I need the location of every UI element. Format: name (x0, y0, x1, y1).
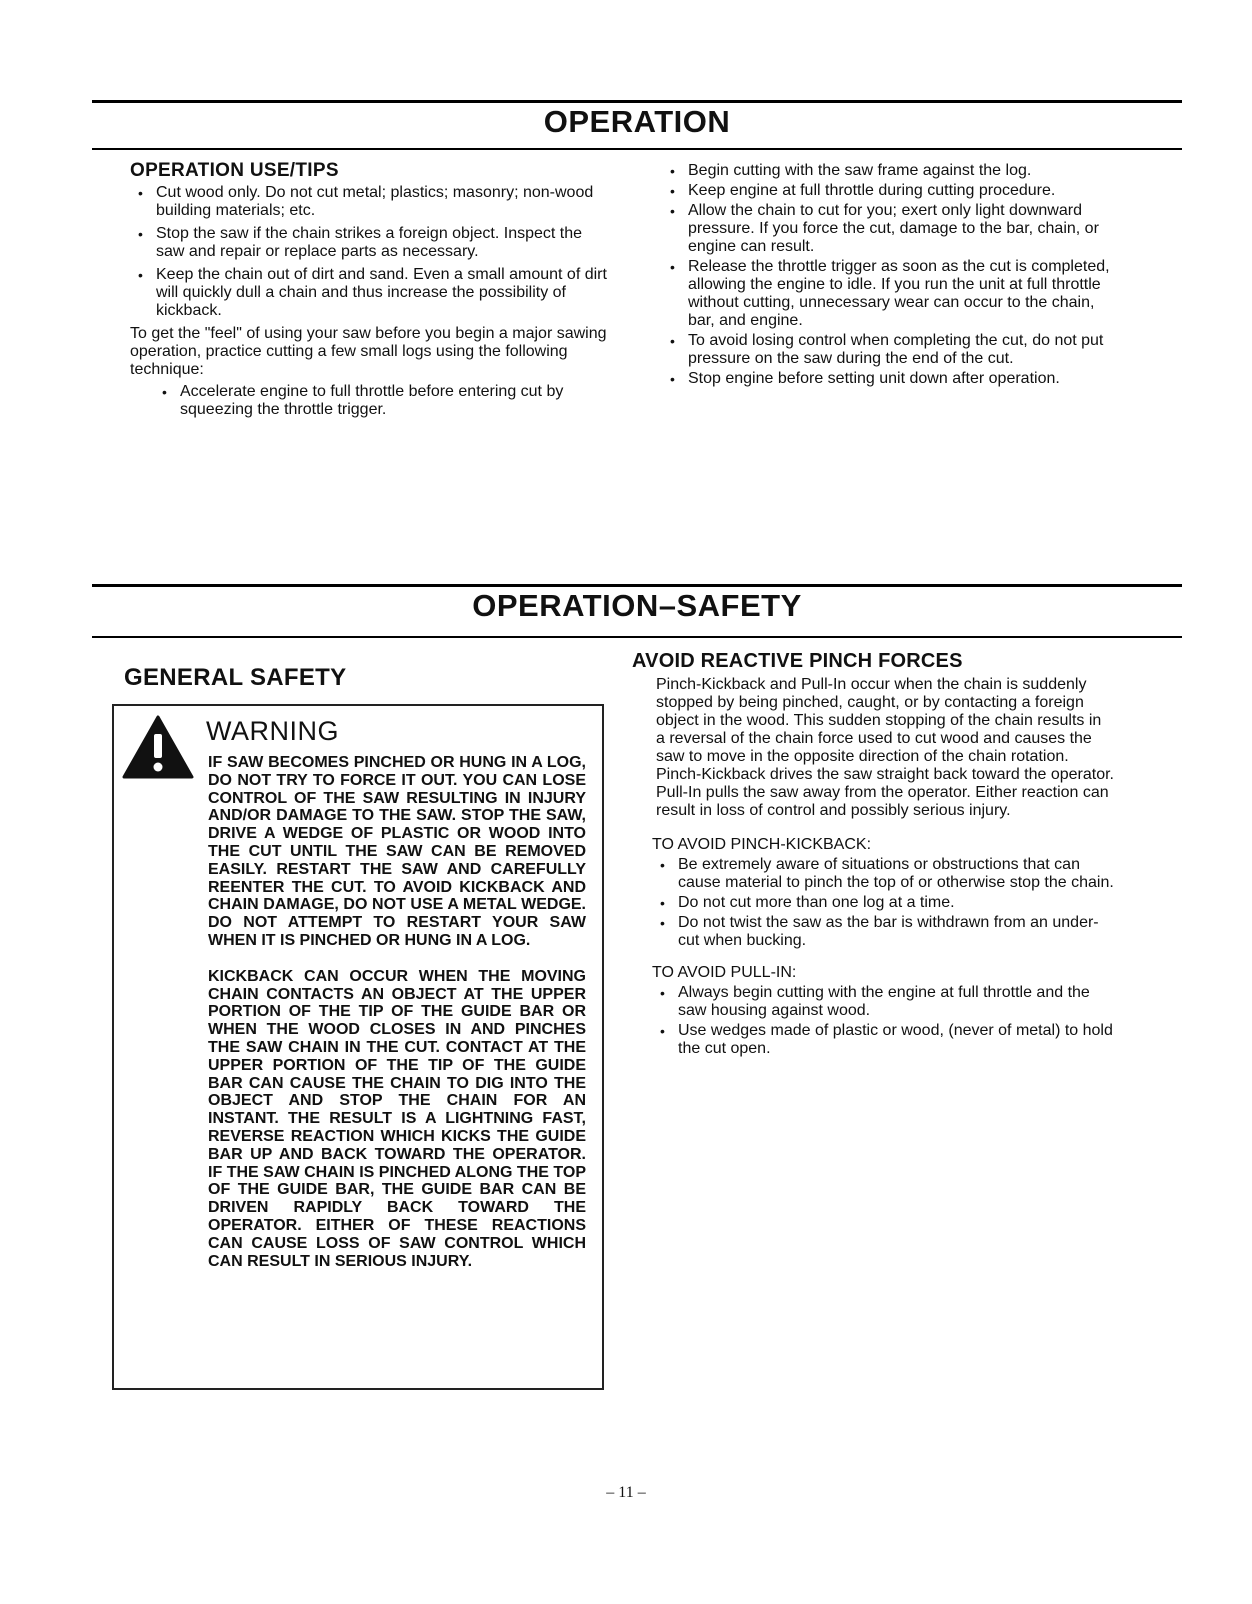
kickback-list (652, 856, 1114, 950)
warning-text (208, 754, 586, 1288)
kickback-subheading: TO AVOID PINCH-KICKBACK: (652, 836, 872, 853)
general-safety-heading: GENERAL SAFETY (124, 664, 347, 691)
list-item: • Release the throttle trigger as soon as the cut is completed, allowing the engine to idle. If you run the unit at full throttle without cutting, unnecessary wear can occur to the chain, bar, and engine. (662, 258, 1122, 330)
pinch-forces-heading: AVOID REACTIVE PINCH FORCES (632, 650, 963, 672)
list-item: • Use wedges made of plastic or wood, (never of metal) to hold the cut open. (652, 1022, 1114, 1058)
list-item: • Stop the saw if the chain strikes a foreign object. Inspect the saw and repair or replace parts as necessary. (130, 225, 612, 261)
page-number: – 11 – (606, 1484, 646, 1501)
pinch-forces-body: Pinch-Kickback and Pull-In occur when the chain is suddenly stopped by being pinched, caught, or by contacting a foreign object in the wood. This sudden stopping of the chain results in a reversal of the chain force used to cut wood and causes the saw to move in the opposite direction of the chain rotation. Pinch-Kickback drives the saw straight back toward the operator. Pull-In pulls the saw away from the operator. Either reaction can result in loss of control and possibly serious injury. (656, 676, 1114, 819)
operation-intro: To get the "feel" of using your saw before you begin a major sawing operation, practice cutting a few small logs using the following technique: (130, 325, 607, 378)
safety-title: OPERATION–SAFETY (472, 588, 802, 623)
safety-top-rule (92, 584, 1182, 587)
warning-paragraph-2: KICKBACK CAN OCCUR WHEN THE MOVING CHAIN CONTACTS AN OBJECT AT THE UPPER PORTION OF THE TIP OF THE GUIDE BAR OR WHEN THE WOOD CLOSES IN AND PINCHES THE SAW CHAIN IN THE CUT. CONTACT AT THE UPPER PORTION OF THE TIP OF THE GUIDE BAR CAN CAUSE THE CHAIN TO DIG INTO THE OBJECT AND STOP THE CHAIN FOR AN INSTANT. THE RESULT IS A LIGHTNING FAST, REVERSE REACTION WHICH KICKS THE GUIDE BAR UP AND BACK TOWARD THE OPERATOR. IF THE SAW CHAIN IS PINCHED ALONG THE TOP OF THE GUIDE BAR, THE GUIDE BAR CAN BE DRIVEN RAPIDLY BACK TOWARD THE OPERATOR. EITHER OF THESE REACTIONS CAN CAUSE LOSS OF SAW CONTROL WHICH CAN RESULT IN SERIOUS INJURY. (208, 967, 586, 1270)
list-item: • Cut wood only. Do not cut metal; plastics; masonry; non-wood building materials; etc. (130, 184, 612, 220)
pinch-forces-column (632, 652, 1114, 1060)
safety-bottom-rule (92, 636, 1182, 638)
operation-right-column (662, 162, 1122, 390)
warning-triangle-icon (122, 714, 194, 780)
operation-right-list (662, 162, 1122, 388)
pullin-subheading: TO AVOID PULL-IN: (652, 964, 797, 981)
list-item: • Be extremely aware of situations or obstructions that can cause material to pinch the top of or otherwise stop the chain. (652, 856, 1114, 892)
list-item: • Accelerate engine to full throttle before entering cut by squeezing the throttle trigger. (130, 383, 612, 419)
operation-title: OPERATION (543, 104, 731, 139)
list-item: • Keep the chain out of dirt and sand. Even a small amount of dirt will quickly dull a chain and thus increase the possibility of kickback. (130, 266, 612, 320)
pullin-list (652, 984, 1114, 1058)
list-item: • Stop engine before setting unit down after operation. (662, 370, 1122, 388)
operation-top-rule (92, 100, 1182, 103)
warning-box (112, 704, 604, 1390)
operation-sub-list (130, 383, 612, 419)
operation-left-column (130, 162, 612, 424)
list-item: • Do not twist the saw as the bar is withdrawn from an under-cut when bucking. (652, 914, 1114, 950)
operation-tips-heading: OPERATION USE/TIPS (130, 160, 339, 181)
list-item: • Do not cut more than one log at a time. (652, 894, 1114, 912)
list-item: • Begin cutting with the saw frame against the log. (662, 162, 1122, 180)
warning-title: WARNING (206, 716, 339, 746)
list-item: • Always begin cutting with the engine at full throttle and the saw housing against wood. (652, 984, 1114, 1020)
warning-paragraph-1: IF SAW BECOMES PINCHED OR HUNG IN A LOG, DO NOT TRY TO FORCE IT OUT. YOU CAN LOSE CONTROL OF THE SAW RESULTING IN INJURY AND/OR DAMAGE TO THE SAW. STOP THE SAW, DRIVE A WEDGE OF PLASTIC OR WOOD INTO THE CUT UNTIL THE SAW CAN BE REMOVED EASILY. RESTART THE SAW AND CAREFULLY REENTER THE CUT. TO AVOID KICKBACK AND CHAIN DAMAGE, DO NOT USE A METAL WEDGE. DO NOT ATTEMPT TO RESTART YOUR SAW WHEN IT IS PINCHED OR HUNG IN A LOG. (208, 754, 586, 949)
operation-left-list (130, 184, 612, 320)
list-item: • Keep engine at full throttle during cutting procedure. (662, 182, 1122, 200)
operation-bottom-rule (92, 148, 1182, 150)
list-item: • To avoid losing control when completing the cut, do not put pressure on the saw during the end of the cut. (662, 332, 1122, 368)
list-item: • Allow the chain to cut for you; exert only light downward pressure. If you force the cut, damage to the bar, chain, or engine can result. (662, 202, 1122, 256)
